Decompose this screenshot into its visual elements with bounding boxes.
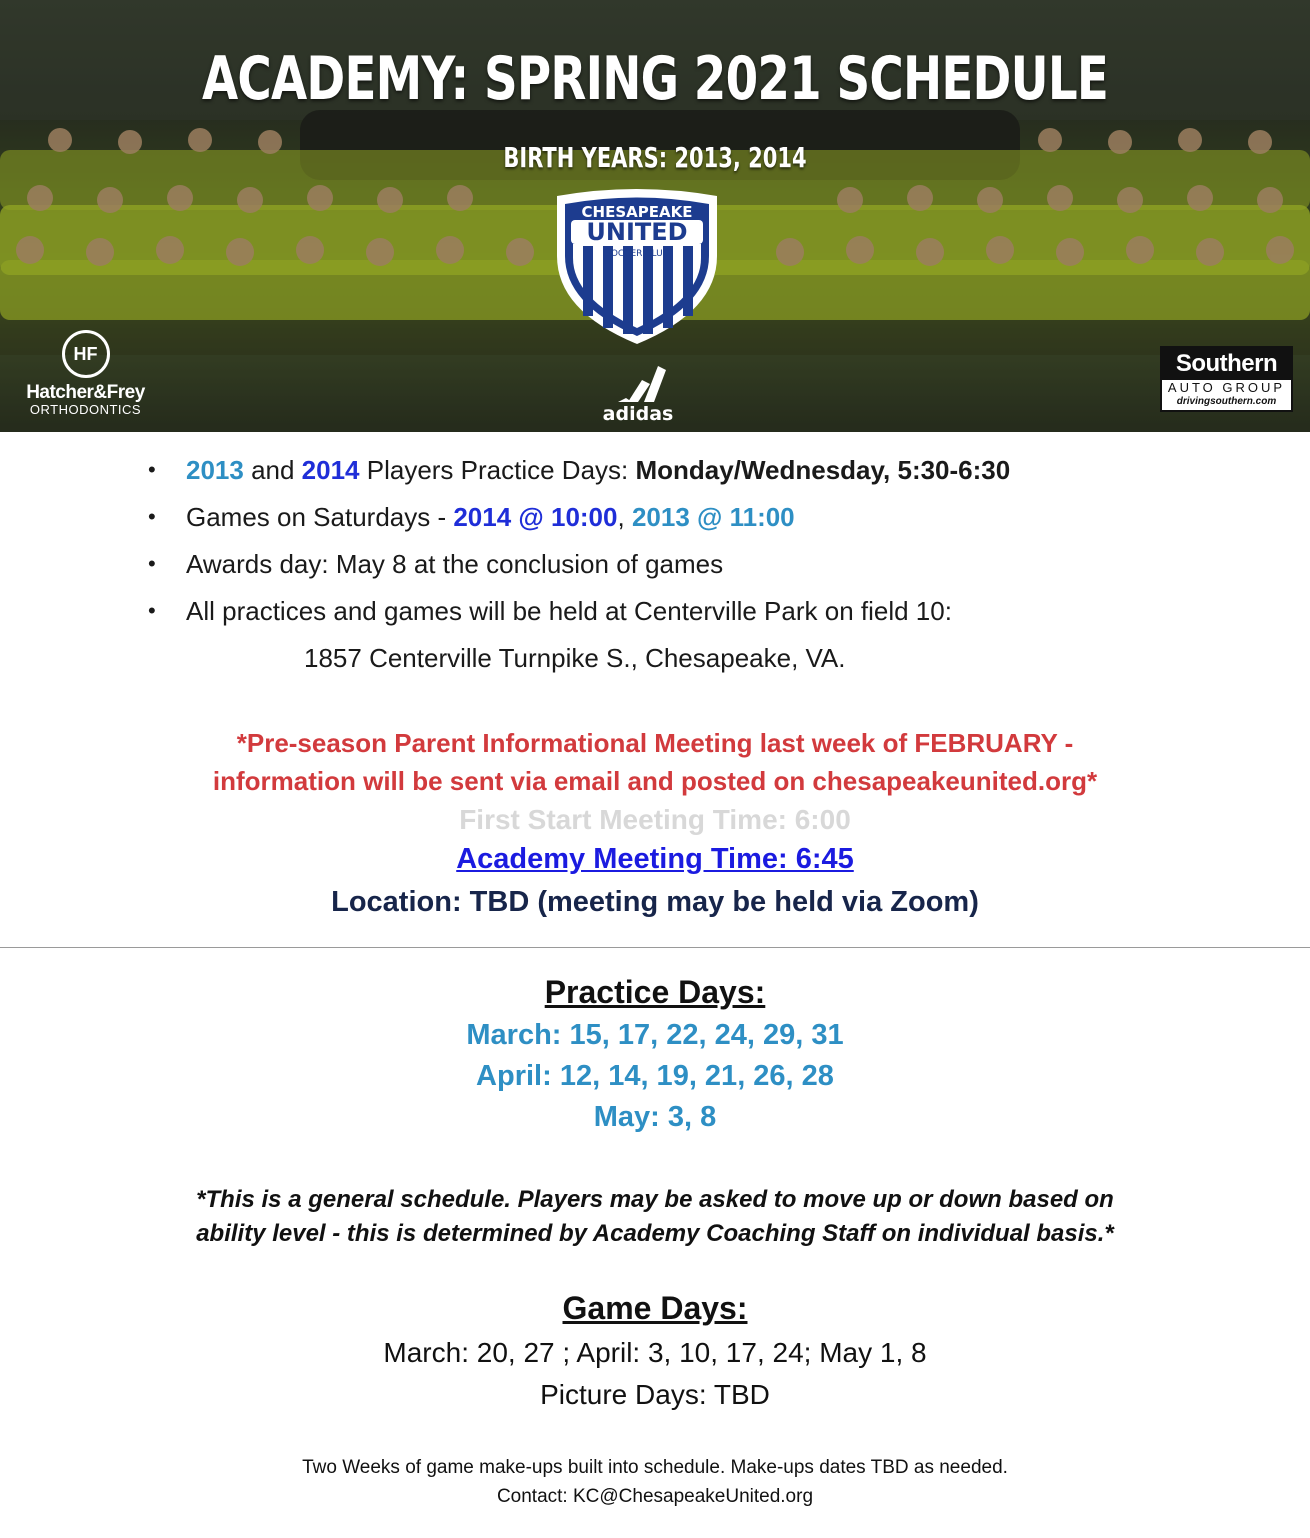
footer — [0, 1453, 1310, 1511]
bullet-location: • All practices and games will be held at Centerville Park on field 10: — [148, 596, 952, 626]
svg-text:CHESAPEAKE: CHESAPEAKE — [581, 203, 693, 221]
practice-march: March: 15, 17, 22, 24, 29, 31 — [466, 1019, 844, 1051]
first-start-meeting-time: First Start Meeting Time: 6:00 — [459, 804, 851, 835]
practice-days-heading: Practice Days: — [544, 974, 766, 1010]
page-subtitle: BIRTH YEARS: 2013, 2014 — [503, 141, 807, 174]
picture-days: Picture Days: TBD — [540, 1379, 770, 1410]
practice-may: May: 3, 8 — [593, 1101, 717, 1133]
meeting-location: Location: TBD (meeting may be held via Zoom) — [331, 886, 979, 918]
meeting-notice: *Pre-season Parent Informational Meeting last week of FEBRUARY - information will be sent via email and posted on chesapeakeunited.org* — [212, 728, 1098, 796]
page-title: ACADEMY: SPRING 2021 SCHEDULE — [201, 44, 1109, 114]
academy-meeting-time-link[interactable]: Academy Meeting Time: 6:45 — [456, 843, 854, 875]
bullet-games: • Games on Saturdays - 2014 @ 10:00, 2013 @ 11:00 — [148, 502, 795, 532]
practice-april: April: 12, 14, 19, 21, 26, 28 — [476, 1060, 834, 1092]
adidas-logo — [592, 362, 684, 424]
bullet-practice: • 2013 and 2014 Players Practice Days: Monday/Wednesday, 5:30-6:30 — [148, 455, 1011, 485]
info-bullets — [148, 452, 1198, 640]
field-address: 1857 Centerville Turnpike S., Chesapeake, VA. — [304, 643, 846, 673]
header-banner — [0, 0, 1310, 432]
club-crest-logo — [547, 186, 727, 346]
game-dates: March: 20, 27 ; April: 3, 10, 17, 24; May 1, 8 — [383, 1337, 927, 1368]
southern-auto-logo: Southern AUTO GROUP drivingsouthern.com — [1160, 346, 1293, 412]
svg-text:SOCCER CLUB: SOCCER CLUB — [605, 249, 669, 259]
bullet-awards: • Awards day: May 8 at the conclusion of games — [148, 549, 724, 579]
hatcher-frey-logo: HF Hatcher&Frey ORTHODONTICS — [18, 330, 153, 420]
schedule-disclaimer: *This is a general schedule. Players may be asked to move up or down based on ability level - this is determined by Academy Coaching Staff on individual basis.* — [196, 1186, 1114, 1247]
game-days-heading: Game Days: — [562, 1290, 748, 1326]
makeups-note: Two Weeks of game make-ups built into schedule. Make-ups dates TBD as needed. — [302, 1457, 1008, 1478]
svg-text:adidas: adidas — [602, 403, 674, 424]
svg-text:UNITED: UNITED — [586, 218, 688, 246]
contact-email[interactable]: Contact: KC@ChesapeakeUnited.org — [496, 1486, 814, 1507]
divider — [0, 947, 1310, 948]
